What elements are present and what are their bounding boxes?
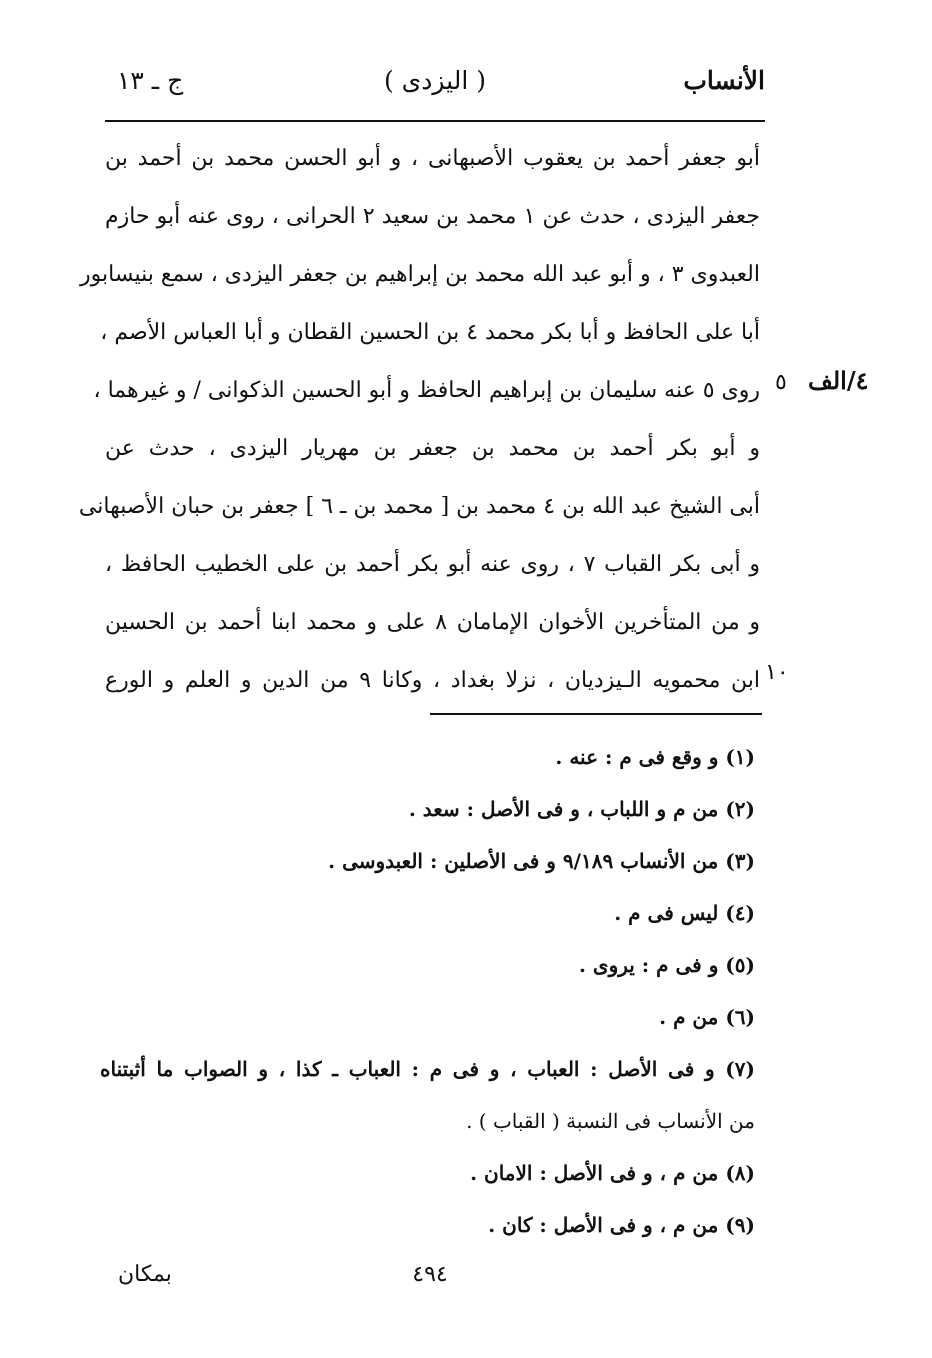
footnote-divider bbox=[430, 713, 762, 715]
text-line: أبو جعفر أحمد بن يعقوب الأصبهانى ، و أبو الحسن محمد بن أحمد بن bbox=[105, 146, 760, 171]
catchword: بمكان bbox=[118, 1262, 172, 1287]
footnote-5: (٥) و فى م : يروى . bbox=[579, 953, 755, 977]
text-line: جعفر اليزدى ، حدث عن ١ محمد بن سعيد ٢ الحرانى ، روى عنه أبو حازم bbox=[105, 204, 760, 229]
footnote-4: (٤) ليس فى م . bbox=[614, 901, 755, 925]
line-number-5: ٥ bbox=[775, 370, 787, 395]
footnotes bbox=[100, 736, 755, 1256]
text-line: أبى الشيخ عبد الله بن ٤ محمد بن [ محمد بن ـ ٦ ] جعفر بن حبان الأصبهانى bbox=[78, 494, 760, 519]
volume-label: ج ـ ١٣ bbox=[117, 66, 184, 95]
text-line: العبدوى ٣ ، و أبو عبد الله محمد بن إبراهيم بن جعفر اليزدى ، سمع بنيسابور bbox=[80, 262, 760, 287]
entry-title: ( اليزدى ) bbox=[383, 66, 486, 95]
text-line: ابن محمويه الـيزديان ، نزلا بغداد ، وكانا ٩ من الدين و العلم و الورع bbox=[105, 668, 760, 693]
main-text bbox=[78, 136, 761, 716]
line-number-10: ١٠ bbox=[765, 660, 789, 685]
footnote-2: (٢) من م و اللباب ، و فى الأصل : سعد . bbox=[408, 797, 755, 821]
footnote-8: (٨) من م ، و فى الأصل : الامان . bbox=[470, 1161, 755, 1185]
page-number: ٤٩٤ bbox=[412, 1262, 448, 1287]
footnote-7-continued: من الأنساب فى النسبة ( القباب ) . bbox=[466, 1109, 755, 1133]
footnote-7: (٧) و فى الأصل : العباب ، و فى م : العباب ـ كذا ، و الصواب ما أثبتناه bbox=[100, 1057, 755, 1081]
text-line: روى ٥ عنه سليمان بن إبراهيم الحافظ و أبو الحسين الذكوانى / و غيرهما ، bbox=[93, 378, 760, 403]
footnote-6: (٦) من م . bbox=[659, 1005, 755, 1029]
folio-marker: ٤/الف bbox=[808, 366, 869, 395]
page-header bbox=[105, 66, 765, 106]
footnote-1: (١) و وقع فى م : عنه . bbox=[555, 745, 755, 769]
header-divider bbox=[105, 120, 765, 122]
text-line: و أبى بكر القباب ٧ ، روى عنه أبو بكر أحمد بن على الخطيب الحافظ ، bbox=[105, 552, 761, 577]
text-line: و من المتأخرين الأخوان الإمامان ٨ على و محمد ابنا أحمد بن الحسين bbox=[105, 610, 761, 635]
running-title: الأنساب bbox=[683, 66, 765, 95]
footnote-3: (٣) من الأنساب ٩/١٨٩ و فى الأصلين : العبدوسى . bbox=[328, 849, 755, 873]
text-line: أبا على الحافظ و أبا بكر محمد ٤ بن الحسين القطان و أبا العباس الأصم ، bbox=[100, 320, 760, 345]
text-line: و أبو بكر أحمد بن محمد بن جعفر بن مهريار اليزدى ، حدث عن bbox=[105, 436, 760, 461]
footnote-9: (٩) من م ، و فى الأصل : كان . bbox=[488, 1213, 755, 1237]
